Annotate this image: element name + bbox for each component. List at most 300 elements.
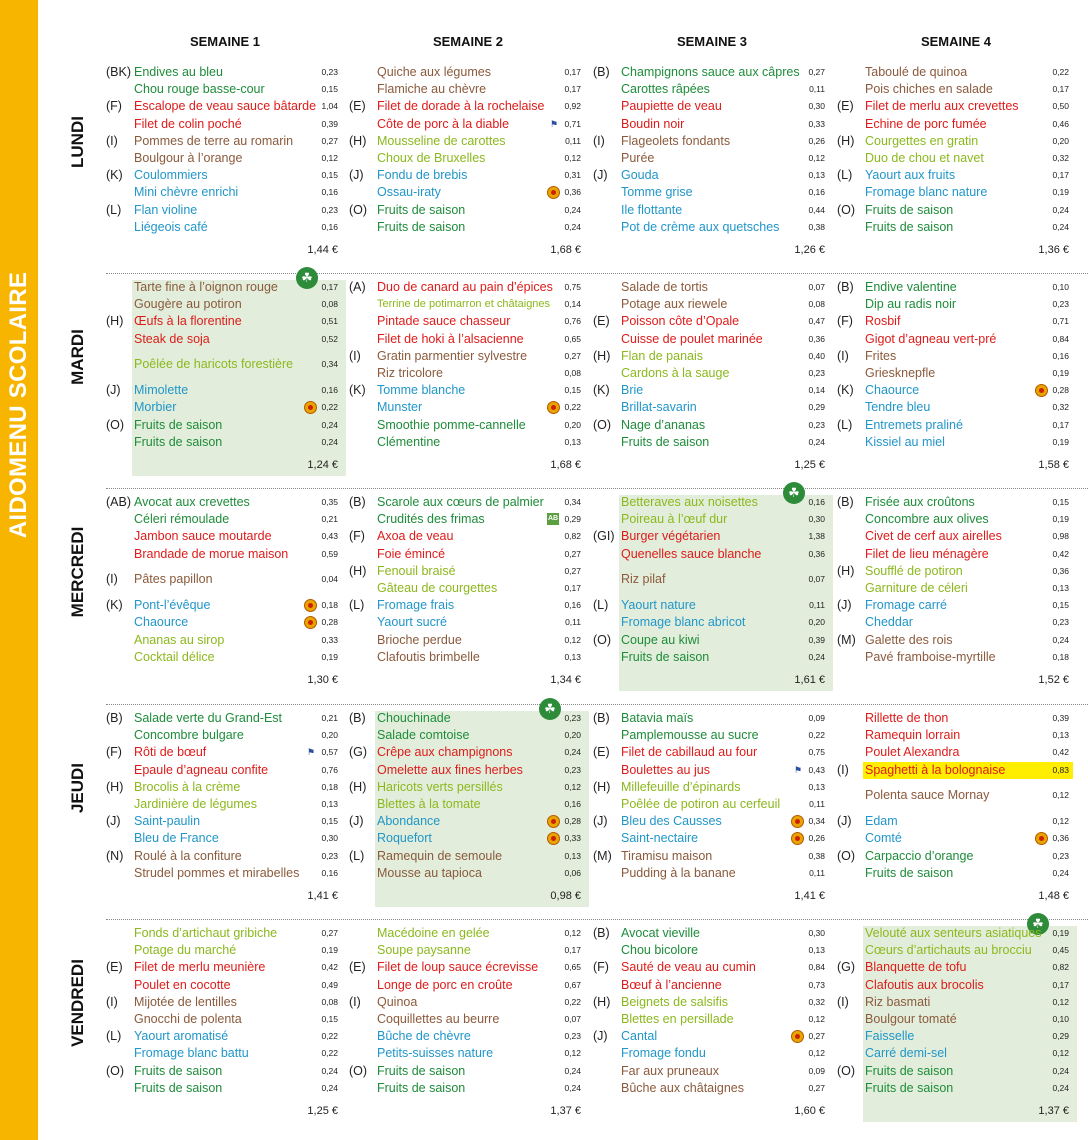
menu-item [106,296,344,313]
week-header: SEMAINE 1 [189,34,261,49]
menu-item [837,365,1075,382]
menu-grid [38,0,1088,1140]
menu-item [593,150,831,167]
dish-name: Millefeuille d’épinards [621,779,741,794]
menu-item [349,382,587,399]
menu-item [349,796,587,813]
dish-name: Brioche perdue [377,632,462,647]
menu-item [106,167,344,184]
menu-item [593,184,831,201]
dish-name: Galette des rois [865,632,953,647]
dish-name: Gratin parmentier sylvestre [377,348,528,363]
price: 0,57 [321,747,338,758]
dish-name: Yaourt nature [621,598,696,613]
dish-name: Gnocchi de polenta [134,1012,242,1026]
menu-item [106,81,344,98]
price: 0,46 [1052,118,1069,129]
item-code: (N) [106,848,124,863]
dish-name: Pamplemousse au sucre [621,728,759,743]
price: 0,24 [321,1082,338,1093]
item-code: (F) [106,745,122,760]
price: 0,22 [564,402,581,413]
item-code: (L) [106,1029,122,1044]
price: 0,16 [564,600,581,611]
price: 0,75 [564,282,581,292]
price: 0,23 [1052,617,1069,628]
price: 0,17 [1052,84,1069,95]
dish-name: Fruits de saison [377,1063,466,1078]
price: 0,12 [564,1048,581,1059]
menu-item [349,279,587,296]
price: 0,10 [1052,1014,1069,1024]
item-code: (J) [593,168,608,183]
menu-item [837,959,1075,976]
menu-item [593,331,831,348]
menu-item [349,167,587,184]
menu-item [593,167,831,184]
menu-item [837,494,1075,511]
price: 0,22 [1052,67,1069,77]
day-total: 1,58 € [1038,459,1069,471]
menu-item [837,348,1075,365]
day-total: 0,98 € [550,890,581,902]
price: 0,17 [564,945,581,956]
menu-item [349,1011,587,1028]
price: 0,11 [809,799,825,809]
dish-name: Quenelles sauce blanche [621,546,762,561]
day-total: 1,37 € [550,1105,581,1117]
aop-label-icon [547,401,560,414]
day-total: 1,61 € [794,674,825,686]
dish-name: Pavé framboise-myrtille [865,649,996,664]
price: 0,23 [808,419,825,430]
menu-item [593,571,831,588]
menu-item [106,202,344,219]
item-code: (H) [837,563,855,578]
dish-name: Purée [621,151,655,165]
item-code: (G) [349,745,368,760]
aop-label-dot [795,819,800,824]
menu-item [593,279,831,296]
item-code: (L) [837,417,853,432]
aop-label-dot [551,405,556,410]
price: 0,12 [1052,790,1069,801]
dish-name: Roulé à la confiture [134,848,242,863]
dish-name: Champignons sauce aux câpres [621,65,800,79]
day-total: 1,68 € [550,244,581,256]
menu-item [837,787,1075,804]
day-total: 1,26 € [794,244,825,256]
dish-name: Entremets praliné [865,417,963,432]
aop-label-icon [1035,832,1048,845]
item-code: (H) [593,348,611,363]
item-code: (G) [837,960,856,975]
dish-name: Tarte fine à l’oignon rouge [134,280,278,294]
dish-name: Dip au radis noir [865,297,957,312]
price: 0,98 [1052,531,1069,542]
menu-item [593,546,831,563]
item-code: (I) [837,994,849,1009]
dish-name: Spaghetti à la bolognaise [865,762,1006,777]
dish-name: Fromage blanc battu [134,1046,249,1061]
dish-name: Fruits de saison [134,1063,223,1078]
menu-item [106,417,344,434]
dish-name: Fromage frais [377,598,455,613]
dish-name: Chou rouge basse-cour [134,82,265,97]
price: 0,13 [808,170,825,181]
menu-item [593,942,831,959]
dish-name: Fruits de saison [865,1080,954,1095]
price: 0,30 [808,101,825,112]
dish-name: Blettes à la tomate [377,797,481,811]
item-code: (L) [593,598,609,613]
menu-item [106,865,344,882]
menu-item [837,279,1075,296]
price: 0,13 [1052,730,1069,741]
item-code: (O) [593,417,612,432]
dish-name: Cœurs d’artichauts au brocciu [865,943,1032,958]
dish-name: Fondu de brebis [377,168,468,183]
item-code: (E) [593,745,610,760]
menu-item [593,727,831,744]
menu-item [593,1028,831,1045]
menu-item [106,710,344,727]
price: 0,12 [564,153,581,163]
item-code: (H) [106,779,124,794]
menu-item [349,632,587,649]
menu-item [106,528,344,545]
dish-name: Riz tricolore [377,366,443,380]
menu-item [837,1080,1075,1097]
menu-item [106,942,344,959]
dish-name: Rôti de bœuf [134,745,207,760]
item-code: (K) [593,383,610,398]
price: 0,08 [321,996,338,1007]
dish-name: Macédoine en gelée [377,926,490,940]
menu-item [106,1080,344,1097]
price: 0,27 [321,135,338,146]
price: 0,27 [808,1082,825,1093]
menu-item [837,563,1075,580]
price: 0,42 [1052,747,1069,758]
price: 0,18 [321,600,338,611]
aop-label-dot [795,1034,800,1039]
day-total: 1,30 € [307,674,338,686]
price: 0,42 [1052,548,1069,559]
dish-name: Faisselle [865,1029,915,1044]
dish-name: Chaource [865,383,920,398]
dish-name: Boulgour tomaté [865,1012,957,1026]
dish-name: Poulet en cocotte [134,977,231,992]
price: 0,12 [564,634,581,645]
price: 0,28 [321,617,338,628]
menu-item [349,710,587,727]
price: 0,43 [321,531,338,542]
menu-item [349,511,587,528]
price: 0,16 [564,799,581,809]
menu-item [593,994,831,1011]
dish-name: Fruits de saison [865,219,954,234]
price: 0,27 [808,1031,825,1042]
item-code: (F) [593,960,609,975]
menu-item [106,779,344,796]
dish-name: Fromage blanc abricot [621,615,746,630]
menu-item [349,942,587,959]
menu-item [106,150,344,167]
item-code: (J) [349,814,364,829]
origin-flag-icon: ⚑ [793,764,803,775]
menu-item [349,813,587,830]
day-label-text: VENDREDI [68,959,87,1047]
dish-name: Rosbif [865,314,901,329]
menu-item [593,98,831,115]
day-total: 1,48 € [1038,890,1069,902]
price: 0,15 [1052,497,1069,507]
item-code: (I) [349,348,361,363]
price: 0,15 [321,1014,338,1024]
dish-name: Escalope de veau sauce bâtarde [134,99,317,114]
menu-item [349,1045,587,1062]
price: 0,27 [564,548,581,559]
dish-name: Filet de dorade à la rochelaise [377,99,545,114]
menu-item [349,399,587,416]
day-total: 1,44 € [307,244,338,256]
menu-item [593,959,831,976]
menu-item [593,133,831,150]
price: 0,84 [1052,333,1069,344]
price: 0,13 [808,781,825,792]
menu-item [106,494,344,511]
menu-item [349,417,587,434]
price: 0,23 [564,1031,581,1042]
price: 0,20 [808,617,825,628]
price: 0,42 [321,962,338,973]
aop-label-icon [791,832,804,845]
price: 0,47 [808,316,825,327]
item-code: (F) [349,529,365,544]
price: 0,24 [1052,204,1069,215]
dish-name: Flan de panais [621,348,704,363]
menu-item [106,434,344,451]
menu-item [349,1063,587,1080]
menu-item [837,331,1075,348]
aop-label-icon [791,1030,804,1043]
menu-item [106,98,344,115]
menu-item [106,977,344,994]
aop-label-icon [791,815,804,828]
price: 0,17 [1052,979,1069,990]
price: 0,24 [1052,867,1069,878]
day-total: 1,41 € [307,890,338,902]
price: 0,23 [564,764,581,775]
price: 0,14 [564,299,581,310]
aop-label-icon [547,815,560,828]
menu-item [349,150,587,167]
aop-label-icon [304,616,317,629]
aop-label-icon [547,832,560,845]
price: 0,24 [808,436,825,447]
item-code: (B) [593,65,610,79]
price: 0,22 [321,1031,338,1042]
item-code: (J) [593,814,608,829]
dish-name: Fromage carré [865,598,947,613]
item-code: (BK) [106,65,131,79]
menu-item [349,546,587,563]
aop-label-dot [1039,836,1044,841]
price: 0,76 [321,764,338,775]
aop-label-dot [1039,388,1044,393]
price: 0,13 [1052,583,1069,593]
item-code: (E) [349,960,366,975]
price: 0,24 [321,419,338,430]
price: 0,19 [1052,368,1069,378]
item-code: (H) [106,314,124,329]
menu-item [106,511,344,528]
price: 0,38 [808,850,825,861]
price: 0,24 [1052,221,1069,232]
price: 0,13 [564,850,581,861]
menu-item [593,1011,831,1028]
menu-item [837,710,1075,727]
price: 0,34 [321,359,338,370]
menu-item [593,830,831,847]
item-code: (H) [349,779,367,794]
item-code: (L) [349,598,365,613]
dish-name: Filet de merlu aux crevettes [865,99,1019,114]
dish-name: Pudding à la banane [621,865,736,880]
dish-name: Haricots verts persillés [377,779,503,794]
dish-name: Epaule d’agneau confite [134,762,269,777]
dish-name: Mini chèvre enrichi [134,185,239,200]
menu-item [106,116,344,133]
dish-name: Civet de cerf aux airelles [865,529,1002,544]
menu-item [106,184,344,201]
price: 0,33 [321,634,338,645]
day-total: 1,25 € [307,1105,338,1117]
menu-item [106,64,344,81]
price: 0,07 [564,1014,581,1024]
dish-name: Mimolette [134,383,189,398]
dish-name: Cantal [621,1029,658,1044]
menu-item [837,202,1075,219]
menu-item [593,116,831,133]
price: 0,19 [1052,187,1069,198]
dish-name: Clafoutis brimbelle [377,649,480,664]
dish-name: Boulgour à l’orange [134,151,243,165]
menu-item [349,744,587,761]
price: 0,32 [1052,153,1069,163]
price: 0,23 [564,713,581,723]
menu-item [349,580,587,597]
price: 0,27 [564,565,581,576]
aop-label-dot [551,836,556,841]
dish-name: Pommes de terre au romarin [134,133,294,148]
item-code: (I) [106,572,118,587]
price: 0,09 [808,713,825,723]
day-separator [106,704,1088,705]
dish-name: Fruits de saison [134,434,223,449]
price: 0,44 [808,204,825,215]
menu-item [593,1080,831,1097]
price: 0,16 [1052,350,1069,361]
dish-name: Jardinière de légumes [134,797,257,811]
dish-name: Flan violine [134,202,198,217]
price: 0,15 [321,84,338,95]
menu-item [349,830,587,847]
dish-name: Filet de colin poché [134,116,242,131]
dish-name: Pâtes papillon [134,572,213,587]
menu-item [837,98,1075,115]
dish-name: Soupe paysanne [377,943,471,958]
dish-name: Terrine de potimarron et châtaignes [377,298,551,311]
dish-name: Pot de crème aux quetsches [621,219,780,234]
price: 0,23 [808,368,825,378]
price: 0,20 [321,730,338,741]
menu-item [593,597,831,614]
price: 0,45 [1052,945,1069,956]
dish-name: Frites [865,348,897,363]
dish-name: Clafoutis aux brocolis [865,977,984,992]
menu-item [593,417,831,434]
price: 0,82 [564,531,581,542]
price: 0,15 [321,816,338,827]
dish-name: Velouté aux senteurs asiatiques [865,926,1042,940]
menu-item [837,994,1075,1011]
item-code: (I) [593,133,605,148]
item-code: (B) [349,711,366,725]
item-code: (O) [106,417,125,432]
dish-name: Courgettes en gratin [865,133,979,148]
dish-name: Fromage fondu [621,1046,706,1061]
menu-item [837,167,1075,184]
item-code: (H) [349,563,367,578]
dish-name: Fruits de saison [377,219,466,234]
dish-name: Crudités des frimas [377,512,485,527]
item-code: (I) [837,762,849,777]
dish-name: Côte de porc à la diable [377,116,510,131]
item-code: (E) [349,99,366,114]
price: 0,22 [564,996,581,1007]
price: 0,28 [564,816,581,827]
price: 0,65 [564,333,581,344]
dish-name: Chou bicolore [621,943,699,958]
price: 0,49 [321,979,338,990]
menu-item [106,133,344,150]
price: 0,11 [565,617,581,628]
menu-item [837,313,1075,330]
dish-name: Pont-l’évêque [134,598,211,613]
item-code: (O) [837,202,856,217]
dish-name: Pintade sauce chasseur [377,314,511,329]
dish-name: Soufflé de potiron [865,563,963,578]
dish-name: Avocat aux crevettes [134,495,250,509]
menu-item [106,219,344,236]
menu-item [349,1028,587,1045]
dish-name: Yaourt aux fruits [865,168,956,183]
price: 0,43 [808,764,825,775]
menu-item [349,779,587,796]
menu-item [106,1028,344,1045]
dish-name: Brillat-savarin [621,400,697,415]
menu-item [837,942,1075,959]
menu-item [593,219,831,236]
dish-name: Taboulé de quinoa [865,65,968,79]
price: 0,19 [1052,436,1069,447]
menu-item [106,727,344,744]
aop-label-icon [304,599,317,612]
dish-name: Fruits de saison [865,865,954,880]
leaf-icon: ☘ [783,482,805,504]
